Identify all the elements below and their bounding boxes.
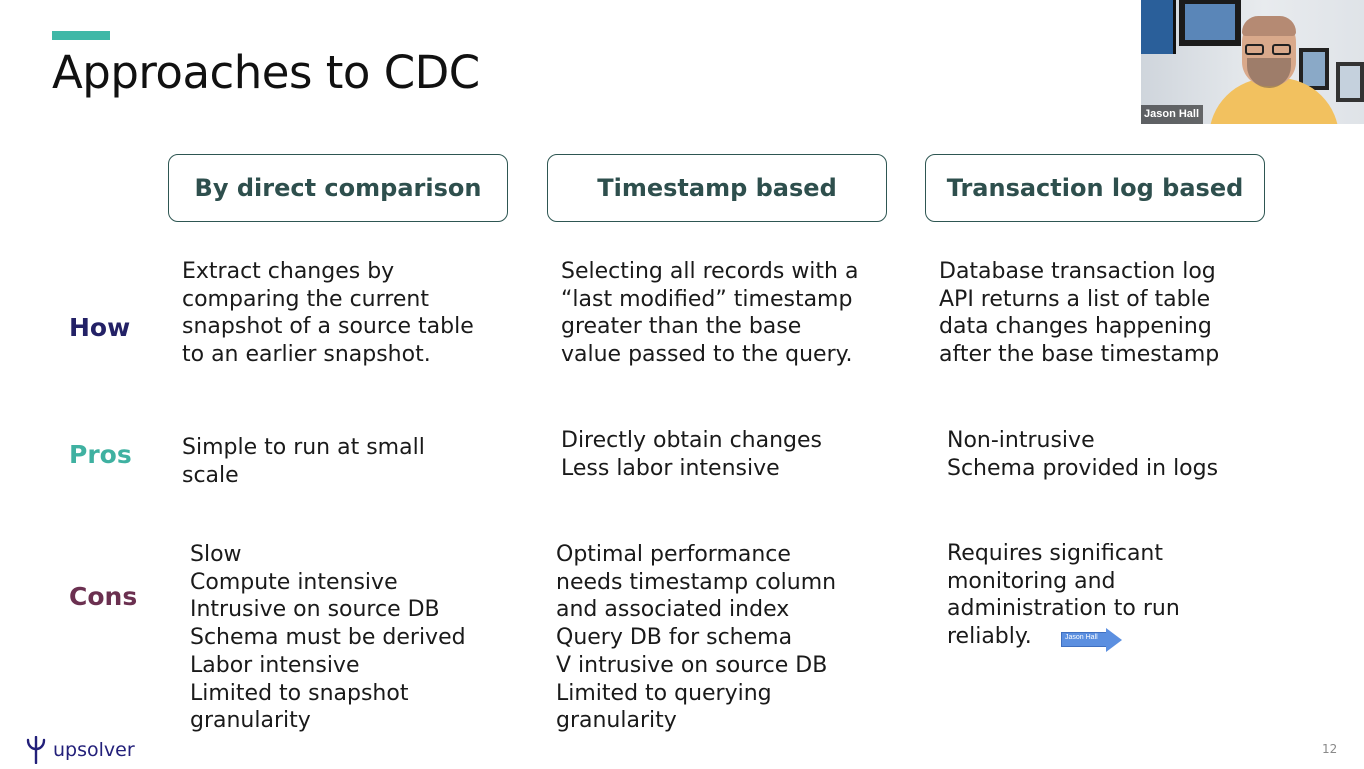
cons-timestamp-based: Optimal performance needs timestamp column and associated index Query DB for schema V intrusive on source DB Limited to querying granularity [556, 542, 837, 734]
upsolver-logo-icon [25, 736, 47, 764]
how-timestamp-based: Selecting all records with a “last modified” timestamp greater than the base value passed to the query. [561, 259, 859, 368]
title-accent-bar [52, 31, 110, 40]
picture-frame-icon [1336, 62, 1364, 102]
slide-title: Approaches to CDC [52, 46, 480, 99]
pointer-label: Jason Hall [1065, 634, 1098, 641]
row-label-pros: Pros [69, 440, 132, 469]
picture-frame-icon [1179, 0, 1241, 46]
row-label-cons: Cons [69, 582, 138, 611]
cons-transaction-log: Requires significant monitoring and administration to run reliably. [947, 541, 1180, 650]
upsolver-wordmark: upsolver [53, 739, 135, 761]
pros-timestamp-based: Directly obtain changes Less labor intensive [561, 428, 823, 481]
column-header-timestamp-based: Timestamp based [547, 154, 887, 222]
participant-hair [1242, 16, 1296, 36]
how-direct-comparison: Extract changes by comparing the current snapshot of a source table to an earlier snapshot. [182, 259, 474, 368]
participant-name-tag: Jason Hall [1141, 105, 1203, 124]
pros-direct-comparison: Simple to run at small scale [182, 435, 425, 488]
slide-page-number: 12 [1322, 742, 1338, 756]
upsolver-logo [25, 736, 135, 764]
row-label-how: How [69, 313, 131, 342]
column-header-direct-comparison: By direct comparison [168, 154, 508, 222]
wall-art-icon [1141, 0, 1176, 54]
cons-direct-comparison: Slow Compute intensive Intrusive on source DB Schema must be derived Labor intensive Limited to snapshot granularity [190, 542, 466, 734]
how-transaction-log: Database transaction log API returns a list of table data changes happening after the base timestamp [939, 259, 1220, 368]
pros-transaction-log: Non-intrusive Schema provided in logs [947, 428, 1219, 481]
column-header-transaction-log: Transaction log based [925, 154, 1265, 222]
glasses-icon [1245, 44, 1293, 56]
participant-video-tile[interactable] [1141, 0, 1364, 124]
presenter-pointer-arrow-icon [1061, 628, 1123, 652]
